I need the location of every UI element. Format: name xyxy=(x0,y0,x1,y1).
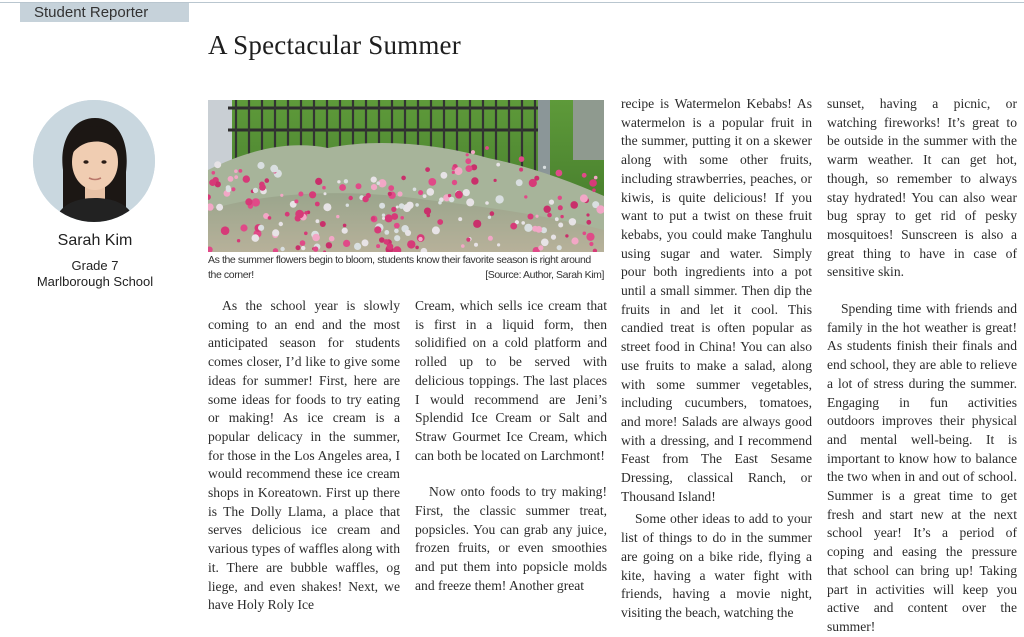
paragraph: Now onto foods to try making! First, the classic summer treat, popsicles. You can grab any juice, frozen fruits, or even smoothies and put them into popsicle molds and freeze them! Another great xyxy=(415,484,607,593)
article-headline: A Spectacular Summer xyxy=(208,30,461,60)
photo-caption xyxy=(208,253,604,283)
paragraph: Spending time with friends and family in the hot weather is great! As students finish their finals and end school, they are able to relieve a lot of stress during the summer. Engaging in fun activities outdoors improves their physical and mental well-being. It is important to know how to balance the two when in and out of school. Summer is a great time to get fresh and start new at the next school year! It’s a period of coping and easing the pressure that school can bring up! Taking part in activities will keep you active and content over the summer! xyxy=(827,301,1017,634)
article-column-4 xyxy=(827,95,1017,637)
section-label: Student Reporter xyxy=(20,3,189,22)
caption-source: [Source: Author, Sarah Kim] xyxy=(485,269,604,281)
article-column-2 xyxy=(415,297,607,596)
author-grade: Grade 7 xyxy=(71,258,119,273)
article-photo xyxy=(208,100,604,252)
paragraph: sunset, having a picnic, or watching fireworks! It’s great to be outside in the summer with the warm weather. It can get hot, though, so remember to always stay hydrated! You can also wear bug spray to get rid of pesky mosquitoes! Sunscreen is also a great thing to have in case of sensitive skin. xyxy=(827,96,1017,280)
caption-text: As the summer flowers begin to bloom, students know their favorite season is right around the corner! xyxy=(208,254,591,281)
paragraph: As the school year is slowly coming to an end and the most anticipated season for students comes closer, I’d like to give some ideas for summer! First, here are some ideas for foods to try eating or making! As ice cream is a popular delicacy in the summer, for those in the Los Angeles area, I would recommend these ice cream shops in Koreatown. First up there is The Dolly Llama, a place that serves delicious ice cream and various types of waffles along with it. There are bubble waffles, og liege, and even shakes! Next, we have Holy Roly Ice xyxy=(208,298,400,613)
paragraph: Some other ideas to add to your list of things to do in the summer are going on a bike ride, flying a kite, having a water fight with friends, having a movie night, visiting the beach, watching the xyxy=(621,511,812,620)
article-column-1 xyxy=(208,297,400,615)
author-school: Marlborough School xyxy=(36,274,154,289)
paragraph: recipe is Watermelon Kebabs! As watermelon is a popular fruit in the summer, putting it on a skewer along with some other fruits, including strawberries, peaches, or kiwis, is quite delicious! If you want to put a twist on these fruit kebabs, you could make Tanghulu using sugar and water. Simply pour both ingredients into a pot until a small simmer. Then dip the fruits in and let it cool. This candied treat is often popular as street food in China! You can also use fruits to make a salad, along with some summer vegetables, including cucumbers, tomatoes, and more! Salads are always good with a dressing, and I recommend Feast from The East Sesame Dressing, classical Ranch, or Thousand Island! xyxy=(621,96,812,504)
author-avatar xyxy=(33,100,155,222)
paragraph: Cream, which sells ice cream that is first in a liquid form, then solidified on a cold platform and rolled up to be served with delicious toppings. The last places I would recommend are Jeni’s Splendid Ice Cream or Salt and Straw Gourmet Ice Cream, which can both be located on Larchmont! xyxy=(415,298,607,463)
author-name: Sarah Kim xyxy=(57,232,133,249)
article-column-3 xyxy=(621,95,812,623)
